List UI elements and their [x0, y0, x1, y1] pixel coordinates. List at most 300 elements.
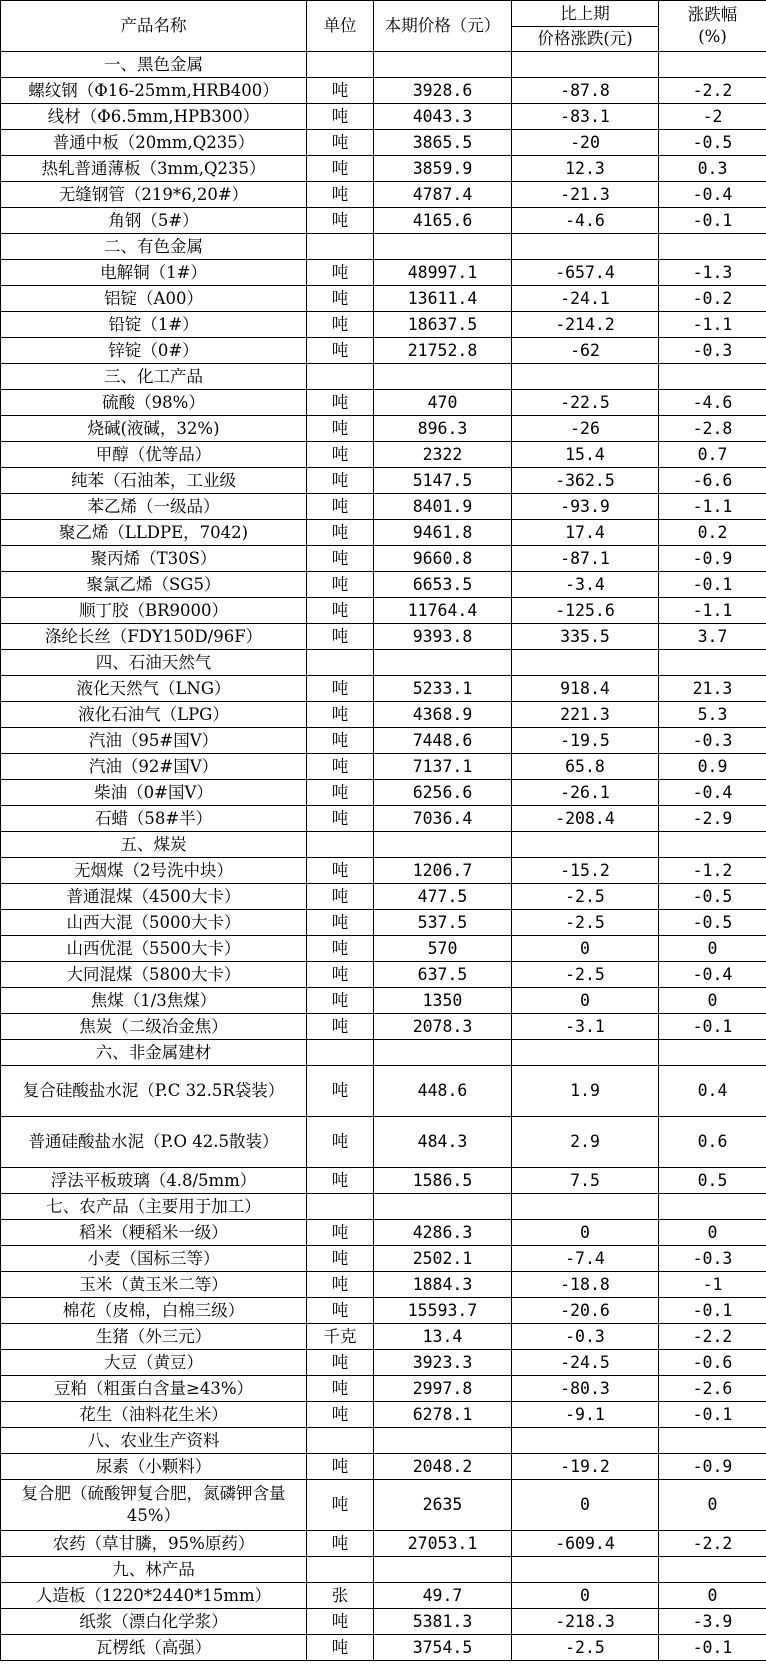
unit: 吨 — [307, 962, 374, 988]
section-empty-cell — [659, 1557, 766, 1583]
table-row — [1, 572, 766, 598]
unit: 吨 — [307, 208, 374, 234]
price-change: -93.9 — [512, 494, 659, 520]
unit: 吨 — [307, 1066, 374, 1117]
current-price: 2048.2 — [374, 1454, 512, 1480]
change-percent: -0.3 — [659, 338, 766, 364]
change-percent: 0 — [659, 1220, 766, 1246]
price-change: -4.6 — [512, 208, 659, 234]
price-change: -21.3 — [512, 182, 659, 208]
table-row — [1, 728, 766, 754]
current-price: 470 — [374, 390, 512, 416]
unit: 吨 — [307, 624, 374, 650]
product-name: 聚氯乙烯（SG5） — [1, 572, 307, 598]
section-title: 八、农业生产资料 — [1, 1428, 307, 1454]
section-empty-cell — [512, 1428, 659, 1454]
section-title: 三、化工产品 — [1, 364, 307, 390]
unit: 吨 — [307, 1272, 374, 1298]
change-percent: -0.1 — [659, 208, 766, 234]
section-empty-cell — [659, 1428, 766, 1454]
table-row — [1, 208, 766, 234]
unit: 吨 — [307, 598, 374, 624]
header-change-percent-line1: 涨跌幅 — [687, 5, 738, 24]
change-percent: -1.3 — [659, 260, 766, 286]
table-row — [1, 858, 766, 884]
table-row — [1, 468, 766, 494]
product-name: 螺纹钢（Φ16-25mm,HRB400） — [1, 78, 307, 104]
current-price: 6653.5 — [374, 572, 512, 598]
price-change: -26.1 — [512, 780, 659, 806]
table-row — [1, 182, 766, 208]
change-percent: 3.7 — [659, 624, 766, 650]
header-product-name: 产品名称 — [1, 1, 307, 52]
change-percent: -0.1 — [659, 1298, 766, 1324]
section-empty-cell — [307, 1428, 374, 1454]
section-empty-cell — [307, 52, 374, 78]
price-change: -24.5 — [512, 1350, 659, 1376]
current-price: 484.3 — [374, 1117, 512, 1168]
table-row — [1, 780, 766, 806]
current-price: 9461.8 — [374, 520, 512, 546]
price-change: 65.8 — [512, 754, 659, 780]
section-empty-cell — [374, 364, 512, 390]
product-name: 棉花（皮棉，白棉三级） — [1, 1298, 307, 1324]
product-name: 大豆（黄豆） — [1, 1350, 307, 1376]
table-row — [1, 598, 766, 624]
product-name: 涤纶长丝（FDY150D/96F） — [1, 624, 307, 650]
price-change: -218.3 — [512, 1609, 659, 1635]
section-empty-cell — [307, 234, 374, 260]
unit: 千克 — [307, 1324, 374, 1350]
price-change: -19.2 — [512, 1454, 659, 1480]
unit: 吨 — [307, 286, 374, 312]
section-row — [1, 1428, 766, 1454]
price-change: -7.4 — [512, 1246, 659, 1272]
section-row — [1, 1040, 766, 1066]
section-row — [1, 234, 766, 260]
change-percent: 0.7 — [659, 442, 766, 468]
price-change: 7.5 — [512, 1168, 659, 1194]
unit: 吨 — [307, 1402, 374, 1428]
unit: 吨 — [307, 572, 374, 598]
change-percent: 0.6 — [659, 1117, 766, 1168]
section-empty-cell — [659, 1040, 766, 1066]
current-price: 8401.9 — [374, 494, 512, 520]
unit: 吨 — [307, 1635, 374, 1661]
price-change: -3.1 — [512, 1014, 659, 1040]
unit: 吨 — [307, 156, 374, 182]
header-change-percent-line2: (%) — [698, 27, 727, 46]
unit: 吨 — [307, 260, 374, 286]
product-name: 小麦（国标三等） — [1, 1246, 307, 1272]
table-row — [1, 1066, 766, 1117]
product-name: 山西优混（5500大卡） — [1, 936, 307, 962]
current-price: 4368.9 — [374, 702, 512, 728]
table-row — [1, 1402, 766, 1428]
price-change: -609.4 — [512, 1531, 659, 1557]
unit: 吨 — [307, 312, 374, 338]
current-price: 4043.3 — [374, 104, 512, 130]
price-change: 0 — [512, 1220, 659, 1246]
table-row — [1, 260, 766, 286]
change-percent: -2.2 — [659, 1324, 766, 1350]
product-name: 角钢（5#） — [1, 208, 307, 234]
price-change: 1.9 — [512, 1066, 659, 1117]
price-change: 0 — [512, 1583, 659, 1609]
table-row — [1, 910, 766, 936]
product-name: 复合硅酸盐水泥（P.C 32.5R袋装） — [1, 1066, 307, 1117]
section-empty-cell — [374, 832, 512, 858]
price-change: 0 — [512, 988, 659, 1014]
table-row — [1, 1635, 766, 1661]
price-change: -214.2 — [512, 312, 659, 338]
product-name: 无缝钢管（219*6,20#） — [1, 182, 307, 208]
product-name: 柴油（0#国Ⅴ） — [1, 780, 307, 806]
table-row — [1, 806, 766, 832]
section-empty-cell — [512, 832, 659, 858]
product-name: 瓦楞纸（高强） — [1, 1635, 307, 1661]
current-price: 11764.4 — [374, 598, 512, 624]
price-change: 0 — [512, 936, 659, 962]
current-price: 1350 — [374, 988, 512, 1014]
current-price: 2635 — [374, 1480, 512, 1531]
unit: 吨 — [307, 702, 374, 728]
price-change: -2.5 — [512, 962, 659, 988]
current-price: 49.7 — [374, 1583, 512, 1609]
section-empty-cell — [659, 234, 766, 260]
current-price: 7448.6 — [374, 728, 512, 754]
current-price: 2322 — [374, 442, 512, 468]
table-row — [1, 1609, 766, 1635]
unit: 吨 — [307, 546, 374, 572]
price-change: -87.8 — [512, 78, 659, 104]
change-percent: -0.1 — [659, 1402, 766, 1428]
unit: 吨 — [307, 1480, 374, 1531]
change-percent: -3.9 — [659, 1609, 766, 1635]
table-row — [1, 156, 766, 182]
change-percent: -0.4 — [659, 182, 766, 208]
product-name: 电解铜（1#） — [1, 260, 307, 286]
product-name: 农药（草甘膦，95%原药） — [1, 1531, 307, 1557]
price-change: -0.3 — [512, 1324, 659, 1350]
section-empty-cell — [512, 1040, 659, 1066]
section-empty-cell — [659, 364, 766, 390]
section-empty-cell — [512, 52, 659, 78]
change-percent: -1.1 — [659, 312, 766, 338]
product-name: 焦炭（二级冶金焦） — [1, 1014, 307, 1040]
price-change: -18.8 — [512, 1272, 659, 1298]
change-percent: -2 — [659, 104, 766, 130]
current-price: 3859.9 — [374, 156, 512, 182]
table-row — [1, 1376, 766, 1402]
price-change: -26 — [512, 416, 659, 442]
change-percent: 0 — [659, 936, 766, 962]
unit: 吨 — [307, 442, 374, 468]
unit: 吨 — [307, 1531, 374, 1557]
section-empty-cell — [659, 650, 766, 676]
product-name: 铅锭（1#） — [1, 312, 307, 338]
table-row — [1, 1480, 766, 1531]
current-price: 1884.3 — [374, 1272, 512, 1298]
table-row — [1, 104, 766, 130]
section-empty-cell — [307, 1040, 374, 1066]
price-change: 0 — [512, 1480, 659, 1531]
table-row — [1, 546, 766, 572]
table-row — [1, 78, 766, 104]
product-name: 复合肥（硫酸钾复合肥，氮磷钾含量45%） — [1, 1480, 307, 1531]
current-price: 15593.7 — [374, 1298, 512, 1324]
product-name: 大同混煤（5800大卡） — [1, 962, 307, 988]
current-price: 21752.8 — [374, 338, 512, 364]
current-price: 7036.4 — [374, 806, 512, 832]
unit: 吨 — [307, 1298, 374, 1324]
unit: 吨 — [307, 1117, 374, 1168]
change-percent: -0.3 — [659, 1246, 766, 1272]
product-name: 普通硅酸盐水泥（P.O 42.5散装） — [1, 1117, 307, 1168]
current-price: 477.5 — [374, 884, 512, 910]
section-row — [1, 832, 766, 858]
change-percent: -0.5 — [659, 130, 766, 156]
unit: 吨 — [307, 130, 374, 156]
change-percent: 5.3 — [659, 702, 766, 728]
section-row — [1, 364, 766, 390]
product-name: 苯乙烯（一级品） — [1, 494, 307, 520]
section-empty-cell — [307, 1194, 374, 1220]
price-change: 2.9 — [512, 1117, 659, 1168]
header-current-price: 本期价格（元） — [374, 1, 512, 52]
unit: 吨 — [307, 780, 374, 806]
product-name: 普通中板（20mm,Q235） — [1, 130, 307, 156]
product-name: 花生（油料花生米） — [1, 1402, 307, 1428]
change-percent: -1 — [659, 1272, 766, 1298]
current-price: 5147.5 — [374, 468, 512, 494]
change-percent: -2.9 — [659, 806, 766, 832]
product-name: 人造板（1220*2440*15mm） — [1, 1583, 307, 1609]
table-row — [1, 1298, 766, 1324]
product-name: 液化天然气（LNG） — [1, 676, 307, 702]
table-row — [1, 312, 766, 338]
section-title: 九、林产品 — [1, 1557, 307, 1583]
unit: 吨 — [307, 390, 374, 416]
table-row — [1, 390, 766, 416]
change-percent: 0.3 — [659, 156, 766, 182]
unit: 吨 — [307, 182, 374, 208]
section-title: 六、非金属建材 — [1, 1040, 307, 1066]
change-percent: -2.8 — [659, 416, 766, 442]
table-row — [1, 624, 766, 650]
change-percent: -0.1 — [659, 1014, 766, 1040]
table-header — [1, 1, 766, 52]
product-name: 汽油（92#国Ⅴ） — [1, 754, 307, 780]
price-change: 17.4 — [512, 520, 659, 546]
product-name: 焦煤（1/3焦煤） — [1, 988, 307, 1014]
unit: 吨 — [307, 1014, 374, 1040]
price-change: -362.5 — [512, 468, 659, 494]
price-change: -83.1 — [512, 104, 659, 130]
product-name: 聚乙烯（LLDPE，7042) — [1, 520, 307, 546]
change-percent: 0.9 — [659, 754, 766, 780]
table-row — [1, 1220, 766, 1246]
change-percent: -0.4 — [659, 780, 766, 806]
product-name: 山西大混（5000大卡） — [1, 910, 307, 936]
section-empty-cell — [307, 1557, 374, 1583]
unit: 吨 — [307, 1350, 374, 1376]
current-price: 6256.6 — [374, 780, 512, 806]
change-percent: -4.6 — [659, 390, 766, 416]
current-price: 18637.5 — [374, 312, 512, 338]
section-row — [1, 52, 766, 78]
price-change: -19.5 — [512, 728, 659, 754]
change-percent: -6.6 — [659, 468, 766, 494]
current-price: 2997.8 — [374, 1376, 512, 1402]
change-percent: 0 — [659, 1480, 766, 1531]
change-percent: -0.9 — [659, 1454, 766, 1480]
header-change-percent — [659, 1, 766, 52]
unit: 张 — [307, 1583, 374, 1609]
table-row — [1, 1454, 766, 1480]
price-change: 15.4 — [512, 442, 659, 468]
change-percent: -2.6 — [659, 1376, 766, 1402]
table-row — [1, 416, 766, 442]
table-row — [1, 754, 766, 780]
table-row — [1, 1246, 766, 1272]
table-row — [1, 962, 766, 988]
price-change: -80.3 — [512, 1376, 659, 1402]
change-percent: -2.2 — [659, 78, 766, 104]
section-title: 四、石油天然气 — [1, 650, 307, 676]
table-row — [1, 1272, 766, 1298]
header-compare-previous: 比上期 — [512, 1, 659, 27]
section-title: 七、农产品（主要用于加工） — [1, 1194, 307, 1220]
change-percent: 21.3 — [659, 676, 766, 702]
product-name: 稻米（粳稻米一级） — [1, 1220, 307, 1246]
section-empty-cell — [374, 1040, 512, 1066]
unit: 吨 — [307, 936, 374, 962]
current-price: 537.5 — [374, 910, 512, 936]
current-price: 5233.1 — [374, 676, 512, 702]
table-row — [1, 1350, 766, 1376]
table-row — [1, 702, 766, 728]
section-row — [1, 1194, 766, 1220]
table-row — [1, 442, 766, 468]
change-percent: -0.3 — [659, 728, 766, 754]
table-row — [1, 286, 766, 312]
current-price: 6278.1 — [374, 1402, 512, 1428]
current-price: 4286.3 — [374, 1220, 512, 1246]
table-row — [1, 130, 766, 156]
unit: 吨 — [307, 494, 374, 520]
section-empty-cell — [374, 52, 512, 78]
current-price: 3754.5 — [374, 1635, 512, 1661]
product-name: 豆粕（粗蛋白含量≥43%） — [1, 1376, 307, 1402]
unit: 吨 — [307, 1376, 374, 1402]
current-price: 4787.4 — [374, 182, 512, 208]
table-row — [1, 1324, 766, 1350]
change-percent: 0.4 — [659, 1066, 766, 1117]
table-row — [1, 884, 766, 910]
table-row — [1, 936, 766, 962]
header-price-change: 价格涨跌(元) — [512, 27, 659, 52]
current-price: 4165.6 — [374, 208, 512, 234]
price-change: -125.6 — [512, 598, 659, 624]
section-title: 二、有色金属 — [1, 234, 307, 260]
product-name: 纯苯（石油苯，工业级 — [1, 468, 307, 494]
price-change: -208.4 — [512, 806, 659, 832]
change-percent: -1.2 — [659, 858, 766, 884]
unit: 吨 — [307, 1609, 374, 1635]
product-name: 普通混煤（4500大卡） — [1, 884, 307, 910]
product-name: 硫酸（98%） — [1, 390, 307, 416]
table-row — [1, 1168, 766, 1194]
change-percent: 0 — [659, 988, 766, 1014]
unit: 吨 — [307, 884, 374, 910]
product-name: 玉米（黄玉米二等） — [1, 1272, 307, 1298]
change-percent: -2.2 — [659, 1531, 766, 1557]
section-empty-cell — [307, 832, 374, 858]
product-name: 汽油（95#国Ⅴ） — [1, 728, 307, 754]
price-change: -24.1 — [512, 286, 659, 312]
unit: 吨 — [307, 754, 374, 780]
section-empty-cell — [512, 1557, 659, 1583]
current-price: 3928.6 — [374, 78, 512, 104]
section-row — [1, 650, 766, 676]
price-change: -9.1 — [512, 1402, 659, 1428]
product-name: 热轧普通薄板（3mm,Q235） — [1, 156, 307, 182]
current-price: 13.4 — [374, 1324, 512, 1350]
table-row — [1, 1014, 766, 1040]
section-empty-cell — [512, 364, 659, 390]
current-price: 9393.8 — [374, 624, 512, 650]
price-change: 335.5 — [512, 624, 659, 650]
unit: 吨 — [307, 468, 374, 494]
change-percent: 0.2 — [659, 520, 766, 546]
current-price: 1586.5 — [374, 1168, 512, 1194]
change-percent: -1.1 — [659, 494, 766, 520]
product-name: 烧碱(液碱，32%) — [1, 416, 307, 442]
change-percent: -0.9 — [659, 546, 766, 572]
unit: 吨 — [307, 1454, 374, 1480]
section-empty-cell — [374, 1194, 512, 1220]
unit: 吨 — [307, 78, 374, 104]
current-price: 27053.1 — [374, 1531, 512, 1557]
unit: 吨 — [307, 988, 374, 1014]
price-change: 12.3 — [512, 156, 659, 182]
product-name: 甲醇（优等品） — [1, 442, 307, 468]
unit: 吨 — [307, 728, 374, 754]
product-name: 浮法平板玻璃（4.8/5mm） — [1, 1168, 307, 1194]
change-percent: -0.2 — [659, 286, 766, 312]
section-empty-cell — [659, 1194, 766, 1220]
product-name: 线材（Φ6.5mm,HPB300） — [1, 104, 307, 130]
change-percent: -0.6 — [659, 1350, 766, 1376]
product-name: 锌锭（0#） — [1, 338, 307, 364]
unit: 吨 — [307, 104, 374, 130]
unit: 吨 — [307, 676, 374, 702]
table-row — [1, 676, 766, 702]
table-row — [1, 988, 766, 1014]
product-name: 液化石油气（LPG） — [1, 702, 307, 728]
unit: 吨 — [307, 806, 374, 832]
price-change: -22.5 — [512, 390, 659, 416]
table-row — [1, 1583, 766, 1609]
current-price: 9660.8 — [374, 546, 512, 572]
section-empty-cell — [659, 832, 766, 858]
current-price: 448.6 — [374, 1066, 512, 1117]
current-price: 2502.1 — [374, 1246, 512, 1272]
price-change: 221.3 — [512, 702, 659, 728]
section-empty-cell — [512, 234, 659, 260]
product-name: 聚丙烯（T30S） — [1, 546, 307, 572]
